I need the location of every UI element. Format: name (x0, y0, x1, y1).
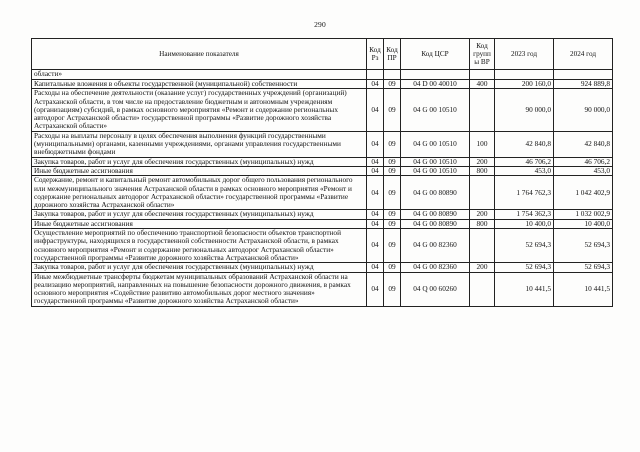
row-vr: 200 (470, 157, 495, 166)
row-amount-2023: 52 694,3 (495, 229, 554, 263)
row-amount-2024: 42 840,8 (554, 131, 613, 157)
row-name: Иные бюджетные ассигнования (32, 166, 367, 175)
row-rz: 04 (367, 229, 384, 263)
table-body (32, 70, 613, 307)
row-vr: 800 (470, 166, 495, 175)
row-rz: 04 (367, 263, 384, 272)
row-rz: 04 (367, 166, 384, 175)
row-name: Закупка товаров, работ и услуг для обеспечения государственных (муниципальных) нужд (32, 210, 367, 219)
row-pr: 09 (384, 219, 401, 228)
row-pr: 09 (384, 272, 401, 306)
row-amount-2024: 46 706,2 (554, 157, 613, 166)
header-rz: Код Рз (367, 39, 384, 70)
row-amount-2024: 90 000,0 (554, 89, 613, 131)
header-pr: Код ПР (384, 39, 401, 70)
row-pr: 09 (384, 89, 401, 131)
table-row (32, 157, 613, 166)
row-amount-2023: 10 400,0 (495, 219, 554, 228)
page-number: 290 (314, 20, 326, 29)
row-name: Иные бюджетные ассигнования (32, 219, 367, 228)
table-row (32, 210, 613, 219)
row-amount-2024: 1 032 002,9 (554, 210, 613, 219)
table-row (32, 229, 613, 263)
row-name: Расходы на выплаты персоналу в целях обеспечения выполнения функций государственными (муниципальными) органами, казенными учреждениями, органами управления государственными внебюджетными фондами (32, 131, 367, 157)
row-csr: 04 D 00 40010 (401, 80, 470, 89)
row-amount-2024: 52 694,3 (554, 263, 613, 272)
row-amount-2024: 924 889,8 (554, 80, 613, 89)
table-row (32, 219, 613, 228)
row-rz: 04 (367, 157, 384, 166)
row-amount-2023: 10 441,5 (495, 272, 554, 306)
row-name: Расходы на обеспечение деятельности (оказание услуг) государственных учреждений (организаций) Астраханской области, в том числе на предоставление бюджетным и автономным учреждениям (организациям) субсидий, в рамках основного мероприятия «Ремонт и содержание региональных автодорог Астраханской области» государственной программы «Развитие дорожного хозяйства Астраханской области» (32, 89, 367, 131)
row-pr: 09 (384, 157, 401, 166)
row-pr: 09 (384, 166, 401, 175)
row-csr: 04 G 00 80890 (401, 219, 470, 228)
row-vr (470, 272, 495, 306)
row-vr (470, 229, 495, 263)
table-row (32, 80, 613, 89)
row-pr: 09 (384, 131, 401, 157)
row-amount-2024: 453,0 (554, 166, 613, 175)
row-vr: 800 (470, 219, 495, 228)
row-amount-2023: 1 764 762,3 (495, 176, 554, 210)
row-name: Закупка товаров, работ и услуг для обеспечения государственных (муниципальных) нужд (32, 263, 367, 272)
row-amount-2023: 42 840,8 (495, 131, 554, 157)
header-vr: Код группы ВР (470, 39, 495, 70)
row-amount-2023: 90 000,0 (495, 89, 554, 131)
row-vr: 400 (470, 80, 495, 89)
row-amount-2023: 200 160,0 (495, 80, 554, 89)
row-csr: 04 G 00 10510 (401, 89, 470, 131)
row-csr: 04 G 00 80890 (401, 176, 470, 210)
row-rz: 04 (367, 219, 384, 228)
table-row (32, 272, 613, 306)
table-header-row (32, 39, 613, 70)
row-amount-2023: 453,0 (495, 166, 554, 175)
row-vr: 100 (470, 131, 495, 157)
row-amount-2023: 1 754 362,3 (495, 210, 554, 219)
row-rz: 04 (367, 89, 384, 131)
table-row (32, 263, 613, 272)
row-amount-2024: 52 694,3 (554, 229, 613, 263)
row-csr: 04 G 00 82360 (401, 263, 470, 272)
row-csr: 04 G 00 10510 (401, 166, 470, 175)
row-rz: 04 (367, 131, 384, 157)
continuation-text: области» (32, 70, 367, 80)
row-amount-2024: 10 400,0 (554, 219, 613, 228)
row-name: Закупка товаров, работ и услуг для обеспечения государственных (муниципальных) нужд (32, 157, 367, 166)
header-2023: 2023 год (495, 39, 554, 70)
row-vr (470, 89, 495, 131)
continuation-row (32, 70, 613, 80)
row-rz: 04 (367, 176, 384, 210)
row-amount-2023: 46 706,2 (495, 157, 554, 166)
row-pr: 09 (384, 176, 401, 210)
header-name: Наименование показателя (32, 39, 367, 70)
table-row (32, 166, 613, 175)
row-rz: 04 (367, 272, 384, 306)
row-pr: 09 (384, 210, 401, 219)
header-2024: 2024 год (554, 39, 613, 70)
row-name: Иные межбюджетные трансферты бюджетам муниципальных образований Астраханской области на реализацию мероприятий, направленных на повышение безопасности дорожного движения, в рамках основного мероприятия «Содействие развитию автомобильных дорог местного значения» государственной программы «Развитие дорожного хозяйства Астраханской области» (32, 272, 367, 306)
row-csr: 04 G 00 82360 (401, 229, 470, 263)
table-row (32, 89, 613, 131)
budget-table (31, 38, 613, 307)
row-vr: 200 (470, 210, 495, 219)
row-vr: 200 (470, 263, 495, 272)
row-amount-2023: 52 694,3 (495, 263, 554, 272)
row-amount-2024: 10 441,5 (554, 272, 613, 306)
row-csr: 04 G 00 80890 (401, 210, 470, 219)
row-name: Осуществление мероприятий по обеспечению транспортной безопасности объектов транспортной инфраструктуры, находящихся в государственной собственности Астраханской области, в рамках основного мероприятия «Ремонт и содержание региональных автодорог Астраханской области» государственной программы «Развитие дорожного хозяйства Астраханской области» (32, 229, 367, 263)
row-rz: 04 (367, 210, 384, 219)
header-csr: Код ЦСР (401, 39, 470, 70)
row-pr: 09 (384, 263, 401, 272)
row-pr: 09 (384, 229, 401, 263)
row-name: Содержание, ремонт и капитальный ремонт автомобильных дорог общего пользования регионального или межмуниципального значения Астраханской области в рамках основного мероприятия «Ремонт и содержание региональных автодорог Астраханской области» государственной программы «Развитие дорожного хозяйства Астраханской области» (32, 176, 367, 210)
row-pr: 09 (384, 80, 401, 89)
table-row (32, 131, 613, 157)
row-rz: 04 (367, 80, 384, 89)
row-name: Капитальные вложения в объекты государственной (муниципальной) собственности (32, 80, 367, 89)
table-row (32, 176, 613, 210)
row-vr (470, 176, 495, 210)
row-csr: 04 Q 00 60260 (401, 272, 470, 306)
row-amount-2024: 1 042 402,9 (554, 176, 613, 210)
row-csr: 04 G 00 10510 (401, 157, 470, 166)
row-csr: 04 G 00 10510 (401, 131, 470, 157)
